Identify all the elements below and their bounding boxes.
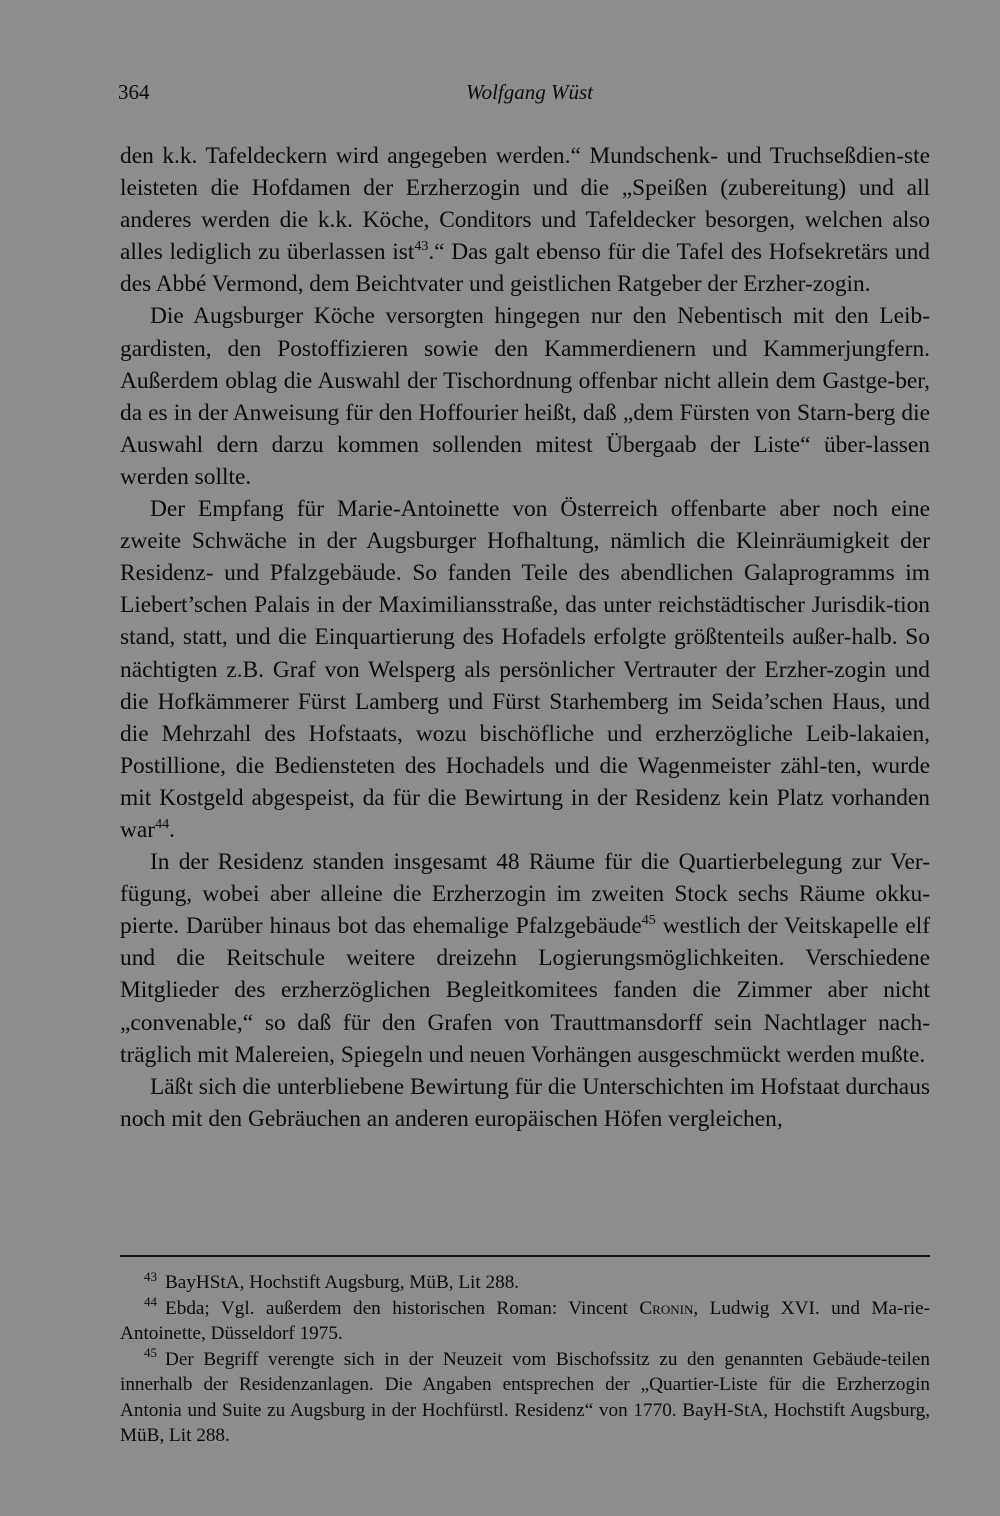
footnote-text: BayHStA, Hochstift Augsburg, MüB, Lit 288. xyxy=(165,1272,520,1293)
main-text xyxy=(120,140,930,1135)
footnote-text: Der Begriff verengte sich in der Neuzeit vom Bischofssitz zu den genannten Gebäude-teilen innerhalb der Residenzanlagen. Die Angaben entsprechen der „Quartier-Liste für die Erzherzogin Antonia und Suite zu Augsburg in der Hochfürstl. Residenz“ von 1770. BayH-StA, Hochstift Augsburg, MüB, Lit 288. xyxy=(120,1348,930,1446)
paragraph-4-text-a: In der Residenz standen insgesamt 48 Räume für die Quartierbelegung zur Ver-fügung, wobei aber alleine die Erzherzogin im zweiten Stock sechs Räume okku-pierte. Darüber hinaus bot das ehemalige Pfalzgebäude xyxy=(120,849,930,940)
footnote-45 xyxy=(120,1347,930,1449)
paragraph-4 xyxy=(120,846,930,1071)
footnote-number: 43 xyxy=(144,1268,157,1284)
paragraph-1-text-a: den k.k. Tafeldeckern wird angegeben werden.“ Mundschenk- und Truchseßdien-ste leisteten die Hofdamen der Erzherzogin und die „Speißen (zubereitung) und all anderes werden die k.k. Köche, Conditors und Tafeldecker besorgen, welchen also alles lediglich zu überlassen ist xyxy=(120,143,930,266)
paragraph-3-text-a: Der Empfang für Marie-Antoinette von Österreich offenbarte aber noch eine zweite Schwäche in der Augsburger Hofhaltung, nämlich die Kleinräumigkeit der Residenz- und Pfalzgebäude. So fanden Teile des abendlichen Galaprogramms im Liebert’schen Palais in der Maximiliansstraße, das unter reichstädtischer Jurisdik-tion stand, statt, und die Einquartierung des Hofadels erfolgte größtenteils außer-halb. So nächtigten z.B. Graf von Welsperg als persönlicher Vertrauter der Erzher-zogin und die Hofkämmerer Fürst Lamberg und Fürst Starhemberg im Seida’schen Haus, und die Mehrzahl des Hofstaats, wozu bischöfliche und erzherzögliche Leib-lakaien, Postillione, die Bediensteten des Hochadels und die Wagenmeister zähl-ten, wurde mit Kostgeld abgespeist, da für die Bewirtung in der Residenz kein Platz vorhanden war xyxy=(120,496,930,843)
footnote-ref-43[interactable]: 43 xyxy=(414,239,429,255)
running-head xyxy=(118,80,928,110)
footnote-number: 44 xyxy=(144,1294,157,1310)
page-number: 364 xyxy=(118,80,150,104)
paragraph-3-text-b: . xyxy=(169,816,175,843)
footnote-number: 45 xyxy=(144,1345,157,1361)
paragraph-1 xyxy=(120,140,930,300)
paragraph-3 xyxy=(120,493,930,846)
footnote-44 xyxy=(120,1296,930,1347)
footnote-ref-44[interactable]: 44 xyxy=(155,817,170,833)
footnote-ref-45[interactable]: 45 xyxy=(641,913,656,929)
running-head-author: Wolfgang Wüst xyxy=(466,80,593,104)
footnotes xyxy=(120,1270,930,1449)
footnote-divider xyxy=(120,1255,930,1257)
footnote-text: , Ludwig XVI. und Ma-rie-Antoinette, Düsseldorf 1975. xyxy=(120,1297,930,1344)
footnote-author-name: Cronin xyxy=(639,1297,694,1319)
footnote-43 xyxy=(120,1270,930,1296)
paragraph-1-text-b: .“ Das galt ebenso für die Tafel des Hofsekretärs und des Abbé Vermond, dem Beichtvater und geistlichen Ratgeber der Erzher-zogin. xyxy=(120,239,930,298)
paragraph-5: Läßt sich die unterbliebene Bewirtung für die Unterschichten im Hofstaat durchaus noch mit den Gebräuchen an anderen europäischen Höfen vergleichen, xyxy=(120,1073,930,1132)
paragraph-2: Die Augsburger Köche versorgten hingegen nur den Nebentisch mit den Leib-gardisten, den Postoffizieren sowie den Kammerdienern und Kammerjungfern. Außerdem oblag die Auswahl der Tischordnung offenbar nicht allein dem Gastge-ber, da es in der Anweisung für den Hoffourier heißt, daß „dem Fürsten von Starn-berg die Auswahl dern darzu kommen sollenden mitest Übergaab der Liste“ über-lassen werden sollte. xyxy=(120,303,930,490)
footnote-text: Ebda; Vgl. außerdem den historischen Roman: Vincent xyxy=(165,1297,640,1319)
paragraph-4-text-b: westlich der Veitskapelle elf und die Reitschule weitere dreizehn Logierungsmöglichkeiten. Verschiedene Mitglieder des erzherzöglichen Begleitkomitees fanden die Zimmer aber nicht „convenable,“ so daß für den Grafen von Trauttmansdorff sein Nachtlager nach-träglich mit Malereien, Spiegeln und neuen Vorhängen ausgeschmückt werden mußte. xyxy=(120,913,930,1068)
